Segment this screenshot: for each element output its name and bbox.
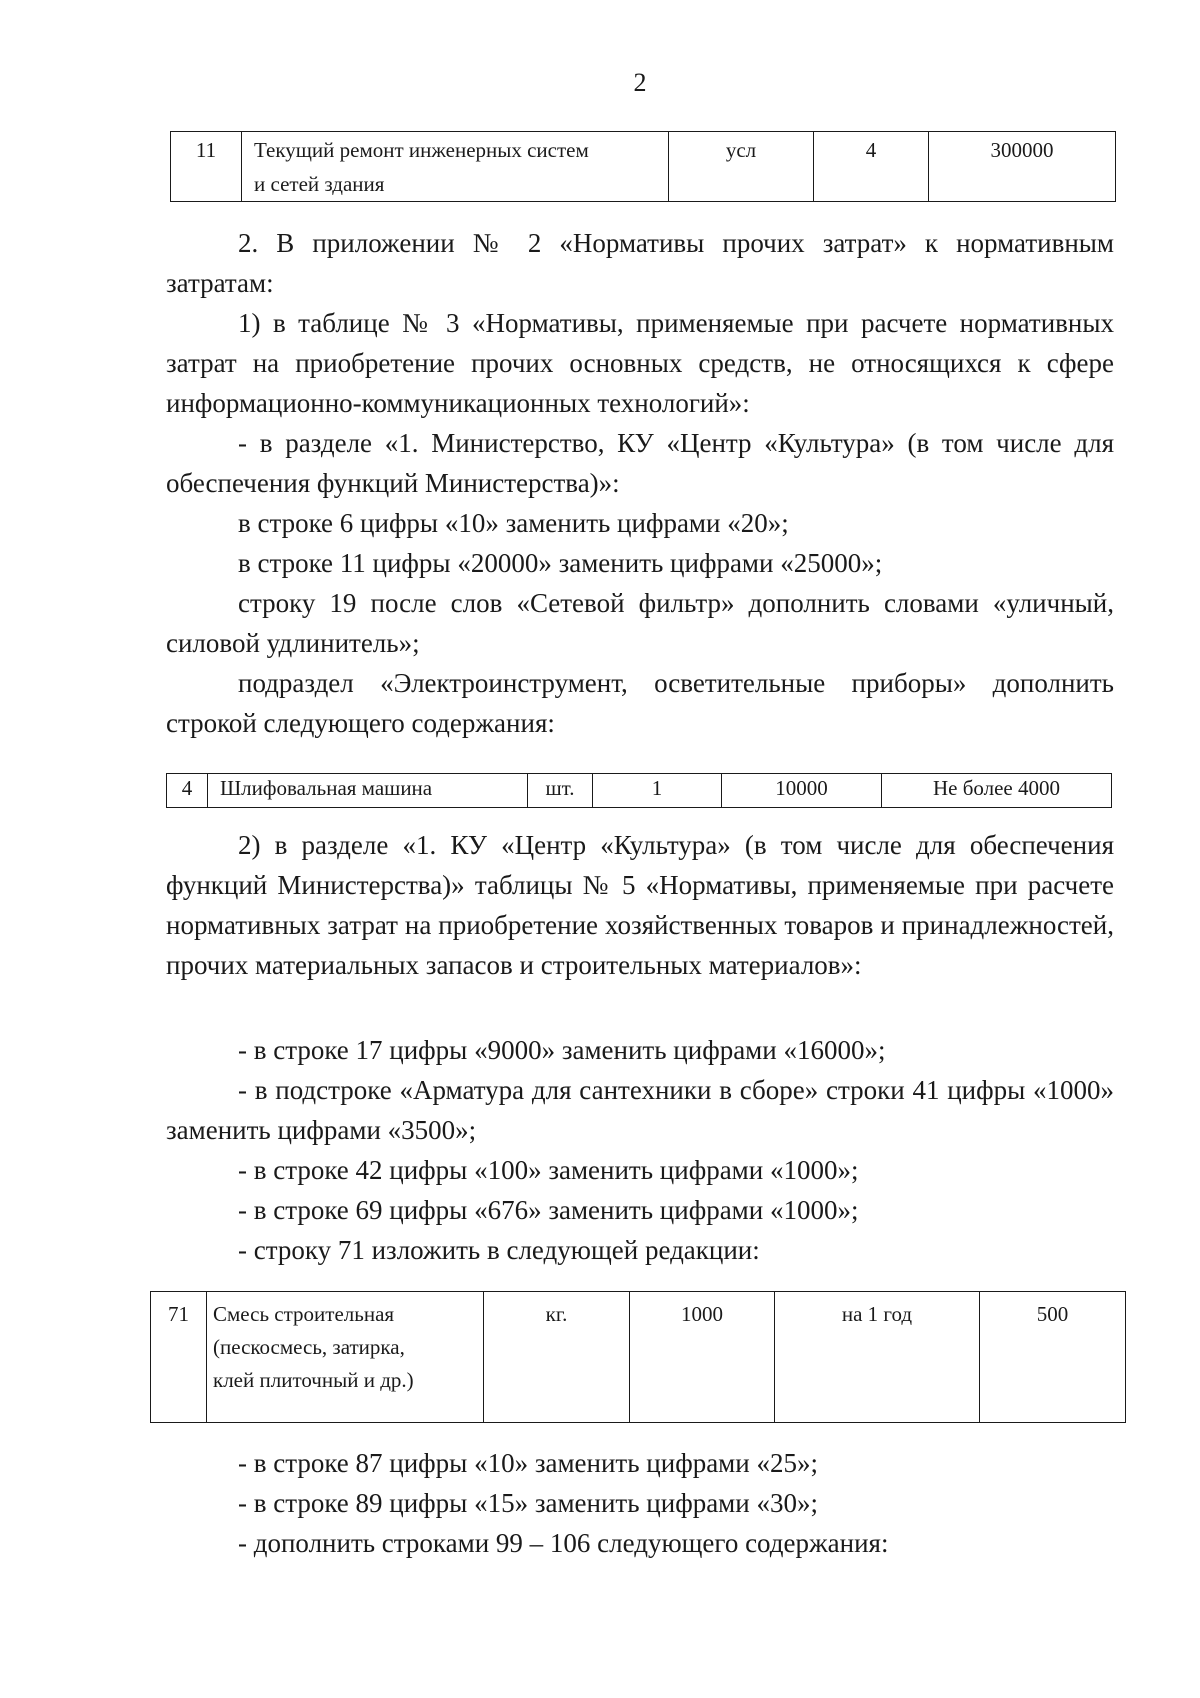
table-cell-name: Текущий ремонт инженерных систем и сетей здания [242,132,669,202]
table-row [167,774,1112,808]
paragraph-row-89: - в строке 89 цифры «15» заменить цифрами «30»; [238,1488,818,1518]
table-cell-number: 4 [167,774,208,808]
paragraph-section-1: - в разделе «1. Министерство, КУ «Центр «Культура» (в том числе для обеспечения функций Министерства)»: [166,428,1114,498]
paragraph-row-42: - в строке 42 цифры «100» заменить цифрами «1000»; [238,1155,859,1185]
paragraph-row-6: в строке 6 цифры «10» заменить цифрами «20»; [238,508,789,538]
table-cell-price: 500 [980,1292,1126,1423]
table-cell-name: Шлифовальная машина [208,774,528,808]
page-number: 2 [633,68,647,97]
paragraph-rows-99-106: - дополнить строками 99 – 106 следующего содержания: [238,1528,889,1558]
table-cell-price: 10000 [722,774,882,808]
table-repair-row [170,131,1116,202]
paragraph-row-71: - строку 71 изложить в следующей редакции: [238,1235,760,1265]
table-cell-limit: Не более 4000 [882,774,1112,808]
table-cell-name: Смесь строительная (пескосмесь, затирка, клей плиточный и др.) [207,1292,484,1423]
paragraph-row-19: строку 19 после слов «Сетевой фильтр» дополнить словами «уличный, силовой удлинитель»; [166,588,1114,658]
table-cell-number: 71 [151,1292,207,1423]
table-cell-quantity: 1 [593,774,722,808]
table-cell-quantity: 1000 [630,1292,775,1423]
paragraph-table-5: 2) в разделе «1. КУ «Центр «Культура» (в том числе для обеспечения функций Министерства)» таблицы № 5 «Нормативы, применяемые при расчете нормативных затрат на приобретение хозяйственных товаров и принадлежностей, прочих материальных запасов и строительных материалов»: [166,830,1114,980]
table-cell-period: на 1 год [775,1292,980,1423]
paragraph-row-41: - в подстроке «Арматура для сантехники в сборе» строки 41 цифры «1000» заменить цифрами «3500»; [166,1075,1114,1145]
table-cell-unit: кг. [484,1292,630,1423]
table-grinder-row [166,773,1112,808]
table-cell-unit: усл [669,132,814,202]
paragraph-subsection-tools: подраздел «Электроинструмент, осветительные приборы» дополнить строкой следующего содержания: [166,668,1114,738]
table-cell-price: 300000 [929,132,1116,202]
table-row [171,132,1116,202]
paragraph-row-69: - в строке 69 цифры «676» заменить цифрами «1000»; [238,1195,859,1225]
table-cell-unit: шт. [528,774,593,808]
table-row [151,1292,1126,1423]
paragraph-table-3: 1) в таблице № 3 «Нормативы, применяемые при расчете нормативных затрат на приобретение прочих основных средств, не относящихся к сфере информационно-коммуникационных технологий»: [166,308,1114,418]
table-cell-number: 11 [171,132,242,202]
paragraph-row-11: в строке 11 цифры «20000» заменить цифрами «25000»; [238,548,883,578]
paragraph-row-17: - в строке 17 цифры «9000» заменить цифрами «16000»; [238,1035,886,1065]
table-building-mix-row [150,1291,1126,1423]
paragraph-row-87: - в строке 87 цифры «10» заменить цифрами «25»; [238,1448,818,1478]
paragraph-appendix-2: 2. В приложении № 2 «Нормативы прочих затрат» к нормативным затратам: [166,228,1114,298]
table-cell-quantity: 4 [814,132,929,202]
